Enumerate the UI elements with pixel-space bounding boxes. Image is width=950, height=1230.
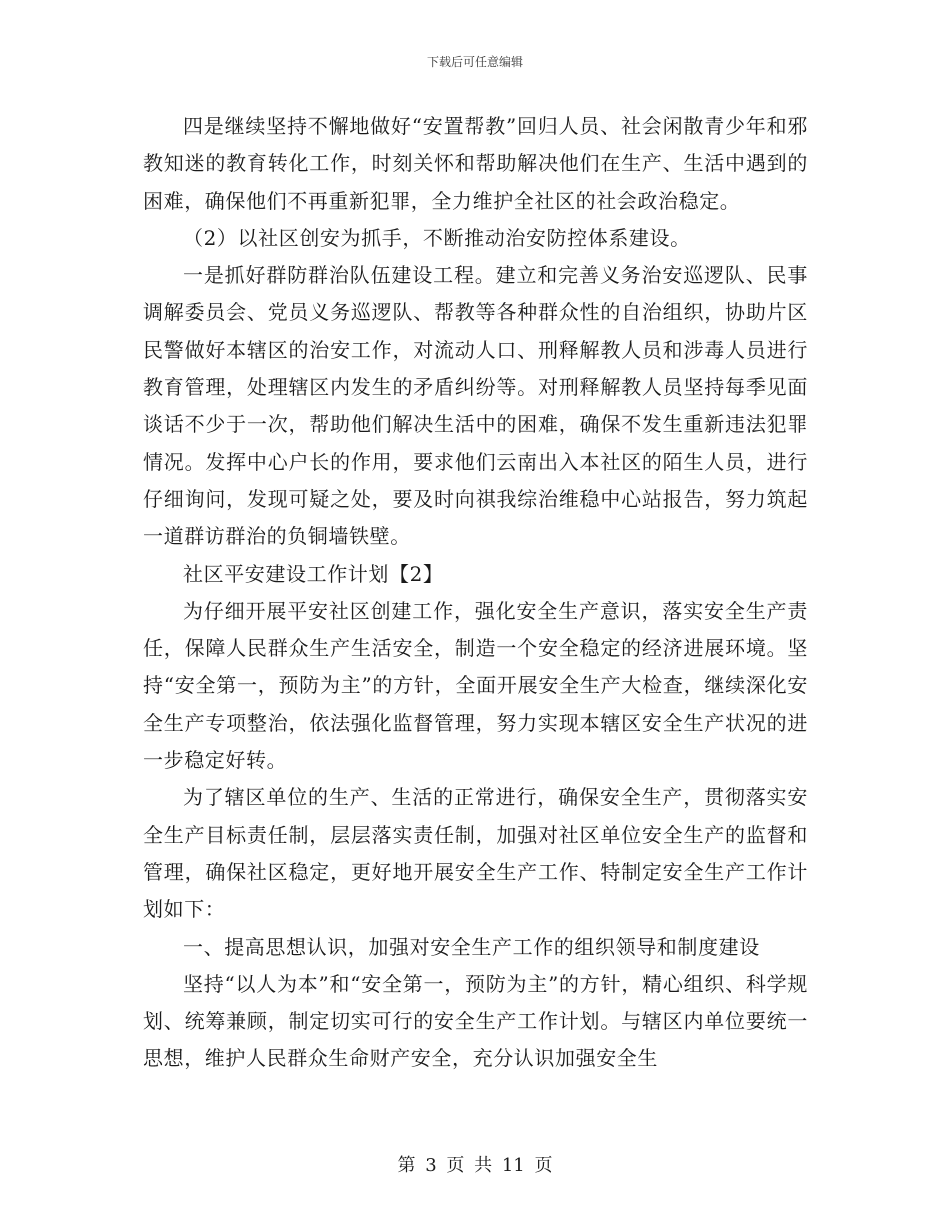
- paragraph-heading-awareness: 一、提高思想认识，加强对安全生产工作的组织领导和制度建设: [183, 934, 760, 959]
- paragraph-safety-intro: 为仔细开展平安社区创建工作，强化安全生产意识，落实安全生产责任，保障人民群众生产生活安全，制造一个安全稳定的经济进展环境。坚持“安全第一，预防为主”的方针，全面开展安全生产大检查，继续深化安全生产专项整治，依法强化监督管理，努力实现本辖区安全生产状况的进一步稳定好转。: [143, 598, 808, 773]
- page-number: 第 3 页 共 11 页: [397, 1155, 553, 1176]
- paragraph-safety-plan: 为了辖区单位的生产、生活的正常进行，确保安全生产，贯彻落实安全生产目标责任制，层层落实责任制，加强对社区单位安全生产的监督和管理，确保社区稳定，更好地开展安全生产工作、特制定安全生产工作计划如下：: [143, 785, 808, 922]
- paragraph-resettlement: 四是继续坚持不懈地做好“安置帮教”回归人员、社会闲散青少年和邪教知迷的教育转化工作，时刻关怀和帮助解决他们在生产、生活中遇到的困难，确保他们不再重新犯罪，全力维护全社区的社会政治稳定。: [143, 114, 808, 213]
- page-header-note: 下载后可任意编辑: [426, 55, 523, 69]
- document-body: [143, 108, 808, 1078]
- paragraph-heading-security-system: （2）以社区创安为抓手，不断推动治安防控体系建设。: [183, 225, 691, 250]
- paragraph-mass-prevention: 一是抓好群防群治队伍建设工程。建立和完善义务治安巡逻队、民事调解委员会、党员义务巡逻队、帮教等各种群众性的自治组织，协助片区民警做好本辖区的治安工作，对流动人口、刑释解教人员和涉毒人员进行教育管理，处理辖区内发生的矛盾纠纷等。对刑释解教人员坚持每季见面谈话不少于一次，帮助他们解决生活中的困难，确保不发生重新违法犯罪情况。发挥中心户长的作用，要求他们云南出入本社区的陌生人员，进行仔细询问，发现可疑之处，要及时向祺我综治维稳中心站报告，努力筑起一道群访群治的负铜墙铁壁。: [143, 263, 808, 549]
- paragraph-section-title: 社区平安建设工作计划【2】: [183, 561, 444, 586]
- paragraph-people-first: 坚持“以人为本”和“安全第一，预防为主”的方针，精心组织、科学规划、统筹兼顾，制定切实可行的安全生产工作计划。与辖区内单位要统一思想，维护人民群众生命财产安全，充分认识加强安全生: [143, 971, 808, 1071]
